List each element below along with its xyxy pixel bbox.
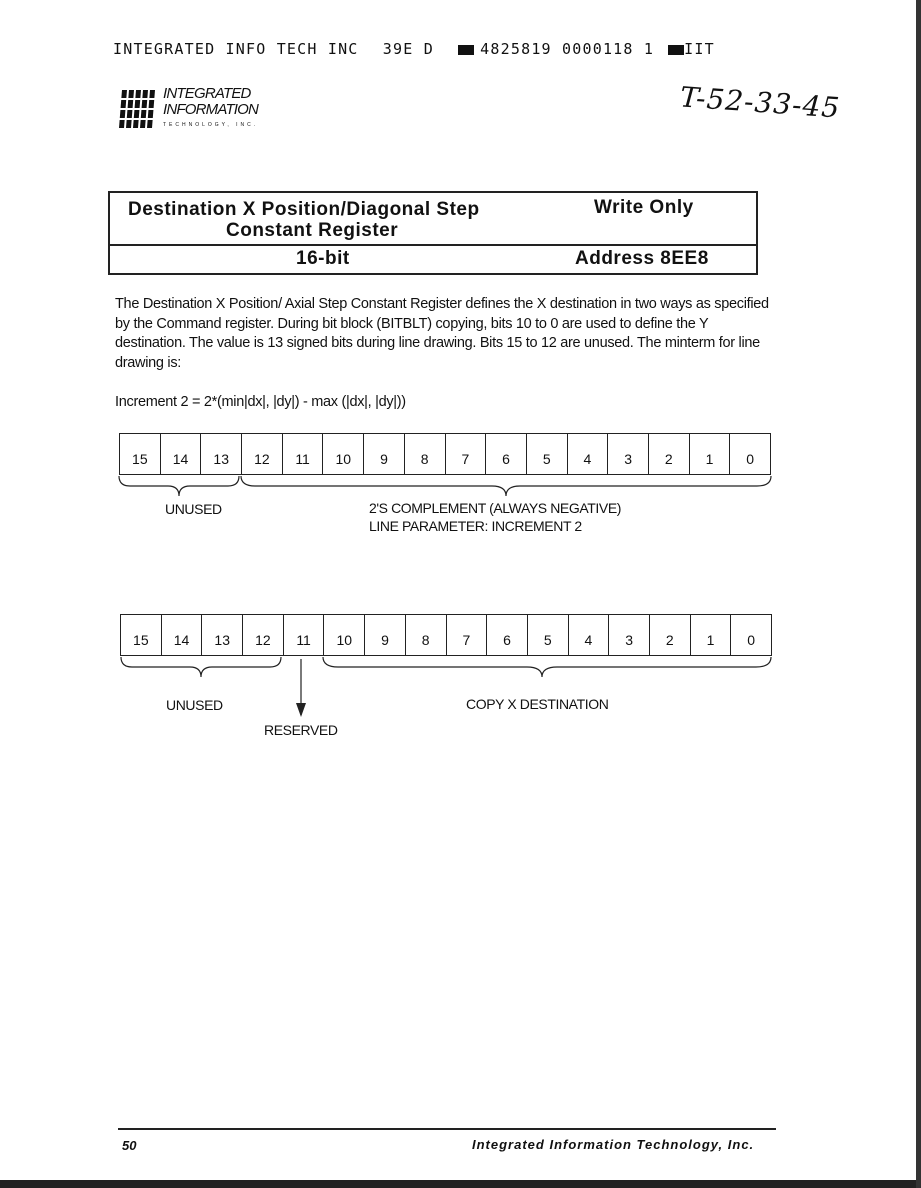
bracket-group-2	[110, 655, 790, 725]
bit-cell: 1	[691, 615, 732, 655]
logo-line-2: INFORMATION	[163, 101, 259, 118]
unused-bracket	[121, 657, 281, 677]
bit-diagram-line-drawing	[119, 433, 771, 475]
bit-cell: 14	[162, 615, 203, 655]
bit-cell: 11	[284, 615, 325, 655]
register-address: Address 8EE8	[575, 248, 709, 269]
increment-formula: Increment 2 = 2*(min|dx|, |dy|) - max (|dx|, |dy|))	[115, 394, 406, 410]
register-title-line-2: Constant Register	[226, 220, 399, 241]
bit-cell: 15	[120, 434, 161, 474]
company-logo	[118, 86, 288, 132]
bit-cell: 1	[690, 434, 731, 474]
unused-bracket	[119, 476, 239, 496]
bit-cell: 5	[528, 615, 569, 655]
logo-line-3: TECHNOLOGY, INC.	[163, 122, 259, 128]
bit-cell: 2	[650, 615, 691, 655]
register-title	[128, 199, 480, 241]
scan-header-suffix: IIT	[684, 40, 715, 58]
bit-cell: 7	[446, 434, 487, 474]
bit-cell: 9	[365, 615, 406, 655]
bit-field-row	[120, 614, 772, 656]
redaction-block-icon	[458, 45, 474, 55]
bit-cell: 6	[486, 434, 527, 474]
bit-cell: 9	[364, 434, 405, 474]
scan-bottom-edge	[0, 1180, 921, 1188]
bit-field-row	[119, 433, 771, 475]
header-divider	[110, 244, 756, 246]
bit-cell: 5	[527, 434, 568, 474]
scan-header-code: 39E D	[382, 40, 434, 58]
field-label: COPY X DESTINATION	[466, 696, 609, 712]
bit-cell: 0	[747, 632, 756, 648]
bit-cell: 7	[447, 615, 488, 655]
bit-cell: 4	[569, 615, 610, 655]
logo-mark-icon	[118, 88, 158, 130]
footer-company: Integrated Information Technology, Inc.	[472, 1137, 755, 1152]
field-label	[369, 499, 621, 535]
bit-cell: 2	[649, 434, 690, 474]
bit-cell: 8	[405, 434, 446, 474]
bit-cell: 12	[242, 434, 283, 474]
redaction-block-icon	[668, 45, 684, 55]
bit-cell: 0	[746, 451, 755, 467]
bit-cell: 13	[201, 434, 242, 474]
field-bracket	[323, 657, 771, 677]
register-access: Write Only	[594, 197, 694, 218]
bit-cell: 14	[161, 434, 202, 474]
register-title-line-1: Destination X Position/Diagonal Step	[128, 199, 480, 220]
bit-cell: 6	[487, 615, 528, 655]
register-header-box	[108, 191, 758, 275]
scan-header	[113, 40, 729, 58]
bit-cell: 10	[324, 615, 365, 655]
register-size: 16-bit	[296, 248, 350, 269]
page-number: 50	[122, 1138, 137, 1153]
bit-diagram-bitblt-copy	[120, 614, 772, 656]
description-paragraph: The Destination X Position/ Axial Step Constant Register defines the X destination in two ways as specified by the Command register. During bit block (BITBLT) copying, bits 10 to 0 are used to define the Y destination. The value is 13 signed bits during line drawing. Bits 15 to 12 are unused. The minterm for line drawing is:	[115, 296, 769, 371]
scan-right-edge	[916, 0, 921, 1188]
bit-cell: 13	[202, 615, 243, 655]
field-bracket	[241, 476, 771, 496]
bit-cell: 15	[121, 615, 162, 655]
bit-cell: 11	[283, 434, 324, 474]
bit-cell: 12	[243, 615, 284, 655]
scan-header-number: 4825819 0000118 1	[480, 40, 655, 58]
logo-line-1: INTEGRATED	[163, 85, 251, 102]
bit-cell: 10	[323, 434, 364, 474]
unused-label: UNUSED	[165, 501, 222, 517]
bit-cell: 3	[608, 434, 649, 474]
field-label-line-2: LINE PARAMETER: INCREMENT 2	[369, 518, 582, 534]
field-label-line-1: 2'S COMPLEMENT (ALWAYS NEGATIVE)	[369, 500, 622, 516]
handwritten-note: T-52-33-45	[679, 80, 842, 125]
footer-rule	[118, 1128, 776, 1130]
bit-cell: 4	[568, 434, 609, 474]
bit-cell: 3	[609, 615, 650, 655]
reserved-label: RESERVED	[264, 722, 338, 738]
scan-header-company: INTEGRATED INFO TECH INC	[113, 40, 359, 58]
bit-cell: 8	[406, 615, 447, 655]
unused-label: UNUSED	[166, 697, 223, 713]
reserved-arrow-head	[296, 703, 306, 717]
